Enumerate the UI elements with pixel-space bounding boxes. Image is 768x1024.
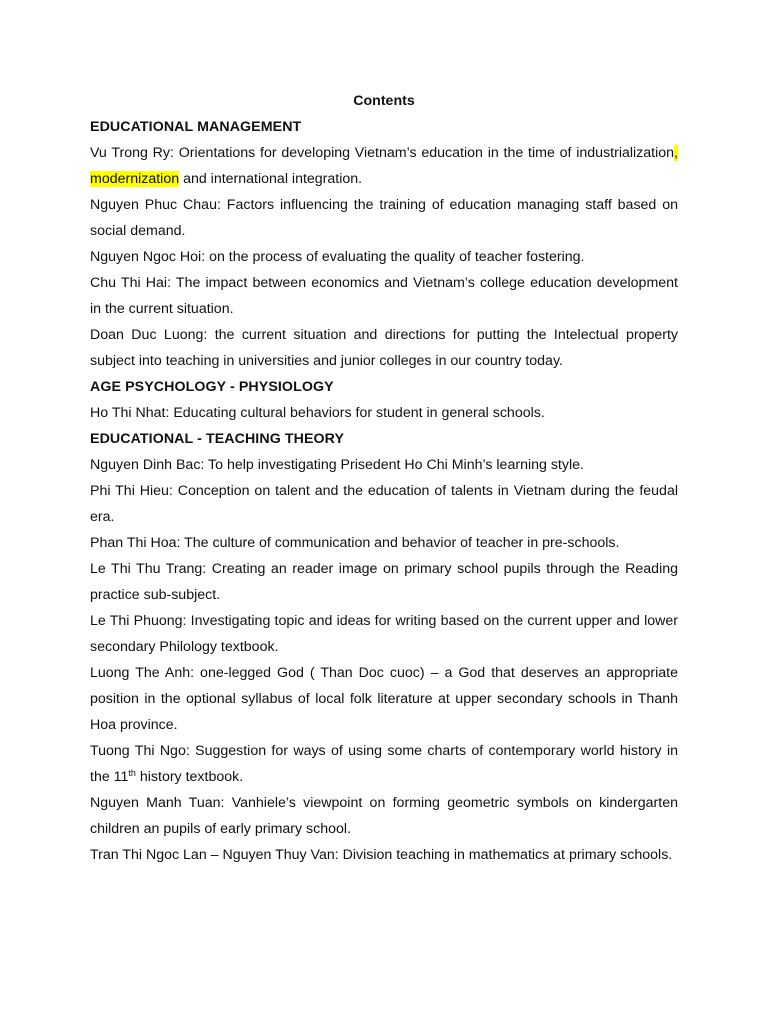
contents-entry: Chu Thi Hai: The impact between economics and Vietnam’s college education development in the current situation.: [90, 275, 678, 317]
contents-entry: Tuong Thi Ngo: Suggestion for ways of using some charts of contemporary world history in the 11th history textbook.: [90, 743, 678, 785]
section-heading-age-psychology: AGE PSYCHOLOGY - PHYSIOLOGY: [90, 379, 334, 395]
contents-entry: Nguyen Dinh Bac: To help investigating Prisedent Ho Chi Minh’s learning style.: [90, 457, 584, 473]
page-title: Contents: [353, 93, 415, 109]
contents-entry: Phi Thi Hieu: Conception on talent and the education of talents in Vietnam during the feudal era.: [90, 483, 678, 525]
superscript: th: [128, 768, 136, 778]
contents-entry: Nguyen Manh Tuan: Vanhiele’s viewpoint on forming geometric symbols on kindergarten children an pupils of early primary school.: [90, 795, 678, 837]
highlighted-text: , modernization: [90, 145, 678, 187]
section-heading-educational-management: EDUCATIONAL MANAGEMENT: [90, 119, 302, 135]
document-page: [90, 88, 678, 868]
contents-entry: Luong The Anh: one-legged God ( Than Doc cuoc) – a God that deserves an appropriate position in the optional syllabus of local folk literature at upper secondary schools in Thanh Hoa province.: [90, 665, 678, 733]
contents-entry: Tran Thi Ngoc Lan – Nguyen Thuy Van: Division teaching in mathematics at primary schools.: [90, 847, 673, 863]
section-heading-teaching-theory: EDUCATIONAL - TEACHING THEORY: [90, 431, 345, 447]
contents-entry: Ho Thi Nhat: Educating cultural behaviors for student in general schools.: [90, 405, 545, 421]
contents-entry: Phan Thi Hoa: The culture of communication and behavior of teacher in pre-schools.: [90, 535, 620, 551]
contents-entry: Le Thi Thu Trang: Creating an reader image on primary school pupils through the Reading practice sub-subject.: [90, 561, 678, 603]
contents-entry: Vu Trong Ry: Orientations for developing Vietnam’s education in the time of industrialization, modernization and international integration.: [90, 145, 678, 187]
contents-entry: Doan Duc Luong: the current situation and directions for putting the Intelectual property subject into teaching in universities and junior colleges in our country today.: [90, 327, 678, 369]
contents-entry: Nguyen Phuc Chau: Factors influencing the training of education managing staff based on social demand.: [90, 197, 678, 239]
contents-entry: Nguyen Ngoc Hoi: on the process of evaluating the quality of teacher fostering.: [90, 249, 585, 265]
contents-entry: Le Thi Phuong: Investigating topic and ideas for writing based on the current upper and lower secondary Philology textbook.: [90, 613, 678, 655]
